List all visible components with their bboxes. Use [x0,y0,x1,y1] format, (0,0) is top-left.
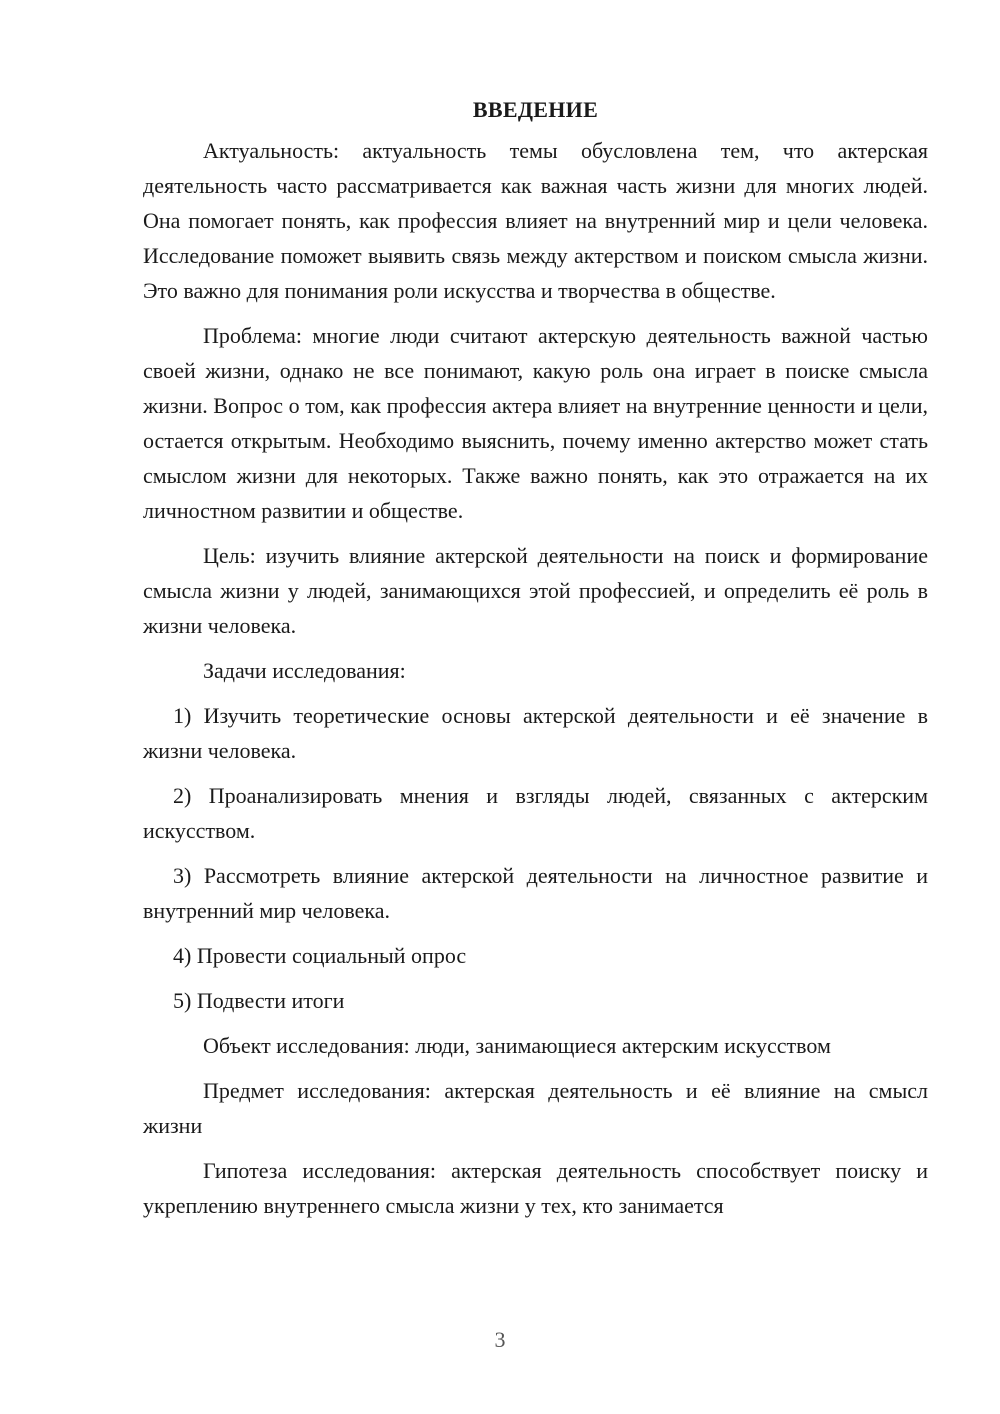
paragraph-hypothesis: Гипотеза исследования: актерская деятельность способствует поиску и укреплению внутреннего смысла жизни у тех, кто занимается [143,1158,928,1218]
task-item-5: 5) Подвести итоги [173,988,345,1013]
page-number: 3 [494,1327,506,1352]
paragraph-subject: Предмет исследования: актерская деятельность и её влияние на смысл жизни [143,1078,928,1138]
paragraph-problem: Проблема: многие люди считают актерскую деятельность важной частью своей жизни, однако не все понимают, какую роль она играет в поиске смысла жизни. Вопрос о том, как профессия актера влияет на внутренние ценности и цели, остается открытым. Необходимо выяснить, почему именно актерство может стать смыслом жизни для некоторых. Также важно понять, как это отражается на их личностном развитии и обществе. [143,323,928,523]
paragraph-goal: Цель: изучить влияние актерской деятельности на поиск и формирование смысла жизни у людей, занимающихся этой профессией, и определить её роль в жизни человека. [143,543,928,638]
page-content [143,92,928,1223]
page-title: ВВЕДЕНИЕ [472,97,599,122]
task-item-1: 1) Изучить теоретические основы актерской деятельности и её значение в жизни человека. [143,703,928,763]
paragraph-object: Объект исследования: люди, занимающиеся актерским искусством [203,1033,831,1058]
task-item-3: 3) Рассмотреть влияние актерской деятельности на личностное развитие и внутренний мир человека. [143,863,928,923]
task-item-4: 4) Провести социальный опрос [173,943,467,968]
task-item-2: 2) Проанализировать мнения и взгляды людей, связанных с актерским искусством. [143,783,928,843]
tasks-heading: Задачи исследования: [203,658,406,683]
paragraph-relevance: Актуальность: актуальность темы обусловлена тем, что актерская деятельность часто рассматривается как важная часть жизни для многих людей. Она помогает понять, как профессия влияет на внутренний мир и цели человека. Исследование поможет выявить связь между актерством и поиском смысла жизни. Это важно для понимания роли искусства и творчества в обществе. [143,138,928,303]
